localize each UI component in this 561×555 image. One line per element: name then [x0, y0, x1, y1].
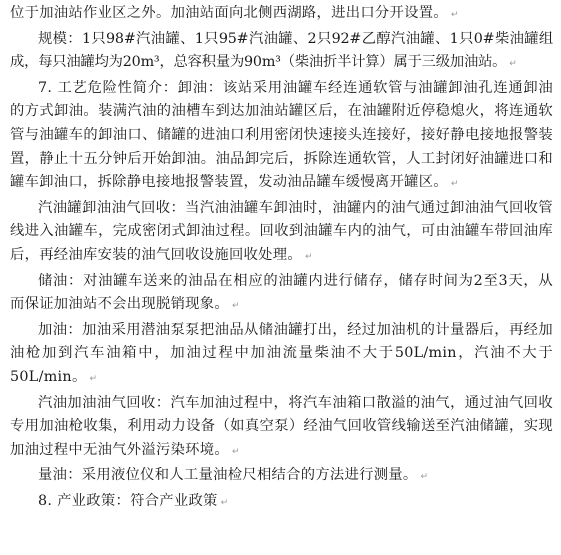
paragraph-storage: [10, 270, 553, 319]
paragraph-mark-icon: ↵: [509, 59, 517, 70]
paragraph-text: 汽油罐卸油油气回收：当汽油油罐车卸油时，油罐内的油气通过卸油油气回收管线进入油罐车，完成密闭式卸油过程。回收到油罐车内的油气，可由油罐车带回油库后，再经油库安装的油气回收设施回收处理。: [10, 199, 553, 263]
paragraph-refueling: [10, 319, 553, 392]
paragraph-mark-icon: ↵: [304, 251, 313, 262]
paragraph-refueling-vapor-recovery: [10, 392, 553, 465]
paragraph-process-hazard: [10, 77, 553, 197]
paragraph-mark-icon: ↵: [450, 179, 459, 190]
paragraph-text: 加油：加油采用潜油泵泵把油品从储油罐打出，经过加油机的计量器后，再经加油枪加到汽车油箱中，加油过程中加油流量柴油不大于50L/min，汽油不大于50L/min。: [10, 321, 553, 385]
paragraph-text: 8. 产业政策：符合产业政策: [38, 492, 218, 509]
paragraph-unloading-vapor-recovery: [10, 197, 553, 270]
paragraph-scale: [10, 28, 553, 77]
paragraph-mark-icon: ↵: [420, 472, 429, 483]
paragraph-mark-icon: ↵: [220, 497, 229, 508]
paragraph-mark-icon: ↵: [89, 373, 98, 384]
paragraph-mark-icon: ↵: [450, 10, 459, 20]
paragraph-mark-icon: ↵: [231, 446, 240, 457]
paragraph-site-location: [10, 2, 553, 28]
paragraph-text: 量油：采用液位仪和人工量油检尺相结合的方法进行测量。: [38, 467, 418, 484]
paragraph-text: 汽油加油油气回收：汽车加油过程中，将汽车油箱口散溢的油气，通过油气回收专用加油枪收集，利用动力设备（如真空泵）经油气回收管线输送至汽油储罐，实现加油过程中无油气外溢污染环境。: [10, 394, 553, 458]
paragraph-text: 规模：1只98#汽油罐、1只95#汽油罐、2只92#乙醇汽油罐、1只0#柴油罐组成，每只油罐均为20m³，总容积量为90m³（柴油折半计算）属于三级加油站。: [10, 30, 553, 71]
paragraph-text: 7. 工艺危险性简介：卸油：该站采用油罐车经连通软管与油罐卸油孔连通卸油的方式卸油。装满汽油的油槽车到达加油站罐区后，在油罐附近停稳熄火，将连通软管与油罐车的卸油口、储罐的进油口利用密闭快速接头连接好，接好静电接地报警装置，静止十五分钟后开始卸油。油品卸完后，拆除连通软管，人工封闭好油罐进口和罐车卸油口，拆除静电接地报警装置，发动油品罐车缓慢离开罐区。: [10, 79, 553, 191]
paragraph-mark-icon: ↵: [231, 301, 240, 312]
paragraph-measurement: [10, 464, 553, 490]
paragraph-text: 储油：对油罐车送来的油品在相应的油罐内进行储存，储存时间为2至3天，从而保证加油站不会出现脱销现象。: [10, 272, 553, 313]
paragraph-industry-policy: [10, 490, 553, 516]
paragraph-text: 位于加油站作业区之外。加油站面向北侧西湖路，进出口分开设置。: [10, 5, 448, 21]
